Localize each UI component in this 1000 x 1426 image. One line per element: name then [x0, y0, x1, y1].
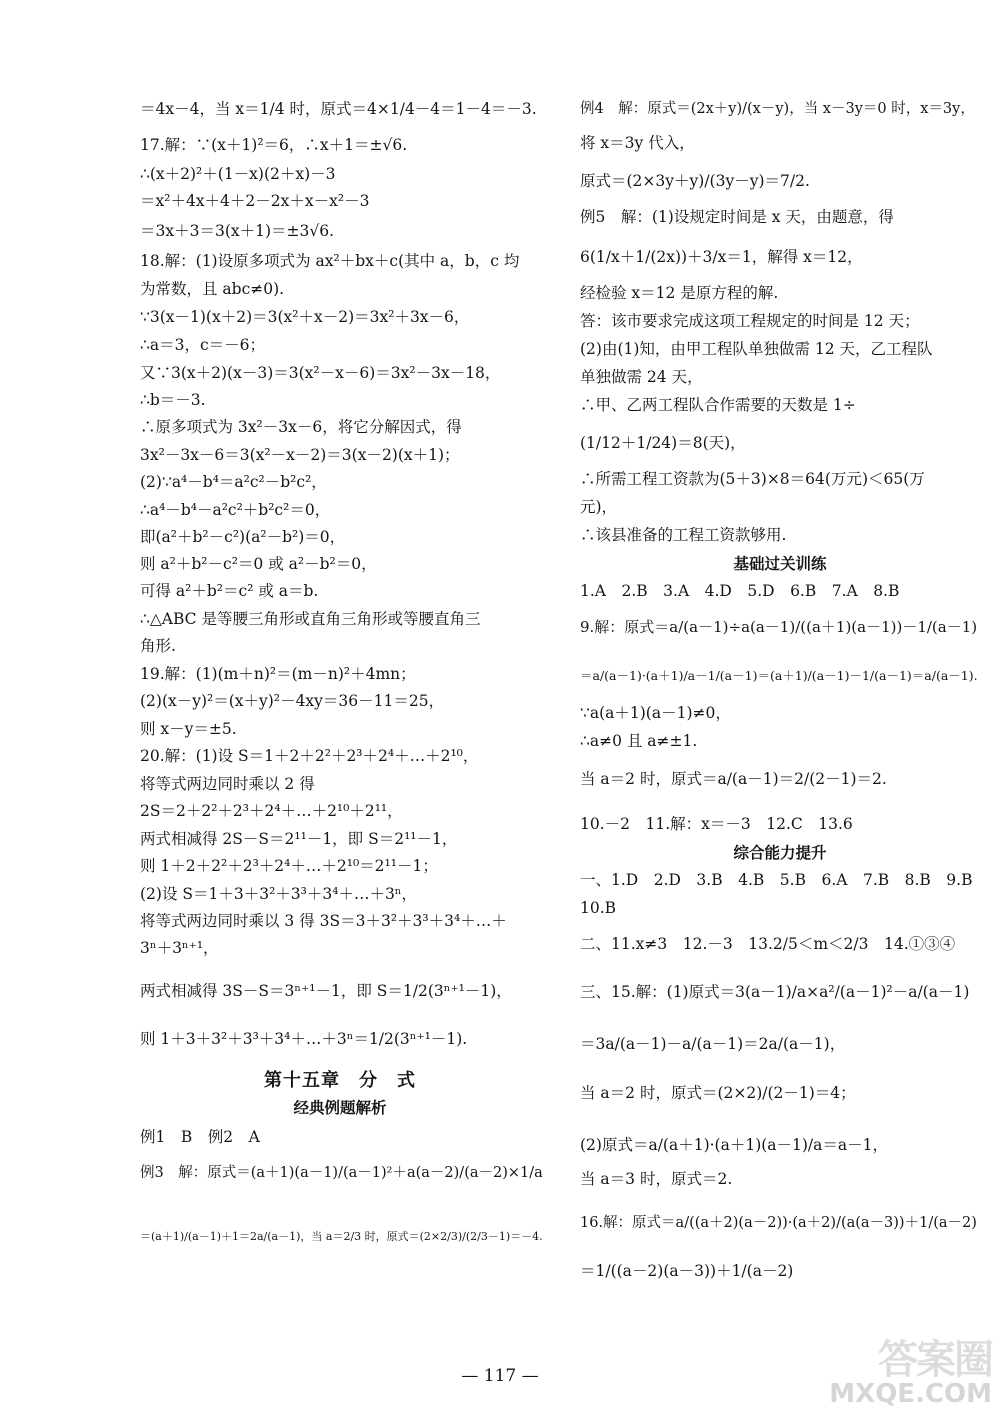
- text-line: 例4 解：原式＝(2x＋y)/(x－y)，当 x－3y＝0 时，x＝3y，: [580, 101, 975, 117]
- watermark-url: MXQE.COM: [829, 1379, 992, 1409]
- section-title: 经典例题解析: [293, 1098, 387, 1117]
- text-line: (1/12＋1/24)＝8(天)，: [580, 434, 746, 452]
- page-number: — 117 —: [461, 1366, 539, 1386]
- chapter-title: 第十五章 分 式: [264, 1070, 416, 1091]
- text-line: ＝3a/(a－1)－a/(a－1)＝2a/(a－1)，: [580, 1035, 846, 1053]
- text-line: ＝4x－4，当 x＝1/4 时，原式＝4×1/4－4＝1－4＝－3.: [140, 100, 537, 118]
- watermark-brand: 答案圈: [878, 1337, 992, 1383]
- text-line: (2)原式＝a/(a＋1)·(a＋1)(a－1)/a＝a－1，: [580, 1136, 889, 1154]
- text-line: 例5 解：(1)设规定时间是 x 天，由题意，得: [580, 208, 894, 226]
- text-line: 例1 B 例2 A: [140, 1128, 260, 1146]
- watermark-logo: [822, 1328, 992, 1420]
- text-line: ∵3(x－1)(x＋2)＝3(x²＋x－2)＝3x²＋3x－6，: [140, 308, 470, 326]
- text-line: 将等式两边同时乘以 2 得: [140, 775, 315, 793]
- text-line: ∴△ABC 是等腰三角形或直角三角形或等腰直角三: [140, 610, 481, 628]
- text-line: 2S＝2＋2²＋2³＋2⁴＋…＋2¹⁰＋2¹¹，: [140, 802, 403, 820]
- text-line: ∴该县准备的工程工资款够用.: [580, 526, 787, 544]
- text-line: 16.解：原式＝a/((a＋2)(a－2))·(a＋2)/(a(a－3))＋1/(a－2): [580, 1215, 977, 1231]
- text-line: 可得 a²＋b²＝c² 或 a＝b.: [140, 582, 319, 600]
- text-line: ∴a≠0 且 a≠±1.: [580, 732, 698, 750]
- text-line: 为常数，且 abc≠0).: [140, 280, 285, 298]
- text-line: 又∵3(x＋2)(x－3)＝3(x²－x－6)＝3x²－3x－18，: [140, 364, 501, 382]
- text-line: 单独做需 24 天，: [580, 368, 703, 386]
- answer-line: 10.B: [580, 899, 617, 917]
- text-line: 3x²－3x－6＝3(x²－x－2)＝3(x－2)(x＋1)；: [140, 446, 460, 464]
- answer-line: 1.A 2.B 3.A 4.D 5.D 6.B 7.A 8.B: [580, 582, 900, 600]
- text-line: ＝3x＋3＝3(x＋1)＝±3√6.: [140, 222, 335, 240]
- text-line: ∴原多项式为 3x²－3x－6，将它分解因式，得: [140, 418, 462, 436]
- answer-line: 二、11.x≠3 12.－3 13.2/5＜m＜2/3 14.①③④: [580, 935, 956, 953]
- text-line: ∵a(a＋1)(a－1)≠0，: [580, 704, 731, 722]
- text-line: 答：该市要求完成这项工程规定的时间是 12 天；: [580, 312, 920, 330]
- text-line: 两式相减得 3S－S＝3ⁿ⁺¹－1，即 S＝1/2(3ⁿ⁺¹－1)，: [140, 982, 512, 1000]
- text-line: (2)∵a⁴－b⁴＝a²c²－b²c²，: [140, 473, 327, 491]
- text-line: 则 a²＋b²－c²＝0 或 a²－b²＝0，: [140, 555, 377, 573]
- text-line: 三、15.解：(1)原式＝3(a－1)/a×a²/(a－1)²－a/(a－1): [580, 983, 970, 1001]
- text-line: (2)(x－y)²＝(x＋y)²－4xy＝36－11＝25，: [140, 692, 445, 710]
- text-line: 两式相减得 2S－S＝2¹¹－1，即 S＝2¹¹－1，: [140, 830, 458, 848]
- section-title: 综合能力提升: [733, 843, 827, 862]
- text-line: ＝(a＋1)/(a－1)＋1＝2a/(a－1)，当 a＝2/3 时，原式＝(2×2/3)/(2/3－1)＝－4.: [140, 1230, 543, 1243]
- answer-line: 一、1.D 2.D 3.B 4.B 5.B 6.A 7.B 8.B 9.B: [580, 871, 973, 889]
- text-line: ＝a/(a－1)·(a＋1)/a－1/(a－1)＝(a＋1)/(a－1)－1/(a－1)＝a/(a－1).: [580, 668, 978, 683]
- text-line: 当 a＝3 时，原式＝2.: [580, 1170, 733, 1188]
- section-title: 基础过关训练: [733, 554, 827, 573]
- text-line: 角形.: [140, 637, 176, 655]
- text-line: 6(1/x＋1/(2x))＋3/x＝1，解得 x＝12，: [580, 248, 863, 266]
- text-line: ∴甲、乙两工程队合作需要的天数是 1÷: [580, 396, 856, 414]
- text-line: 9.解：原式＝a/(a－1)÷a(a－1)/((a＋1)(a－1))－1/(a－1): [580, 618, 978, 636]
- text-line: 当 a＝2 时，原式＝a/(a－1)＝2/(2－1)＝2.: [580, 770, 887, 788]
- text-line: 则 x－y＝±5.: [140, 720, 237, 738]
- text-line: 元)，: [580, 498, 618, 516]
- text-line: 经检验 x＝12 是原方程的解.: [580, 284, 779, 302]
- text-line: 当 a＝2 时，原式＝(2×2)/(2－1)＝4；: [580, 1084, 856, 1102]
- text-line: 17.解：∵(x＋1)²＝6，∴x＋1＝±√6.: [140, 136, 408, 154]
- text-line: 将 x＝3y 代入，: [580, 134, 695, 152]
- text-line: ∴a＝3，c＝－6；: [140, 336, 266, 354]
- text-line: ＝1/((a－2)(a－3))＋1/(a－2): [580, 1262, 794, 1280]
- answer-line: 10.－2 11.解：x＝－3 12.C 13.6: [580, 815, 853, 833]
- text-line: 19.解：(1)(m＋n)²＝(m－n)²＋4mn；: [140, 665, 416, 683]
- text-line: ∴b＝－3.: [140, 391, 206, 409]
- text-line: 则 1＋3＋3²＋3³＋3⁴＋…＋3ⁿ＝1/2(3ⁿ⁺¹－1).: [140, 1030, 468, 1048]
- text-line: 3ⁿ＋3ⁿ⁺¹，: [140, 939, 219, 957]
- text-line: 20.解：(1)设 S＝1＋2＋2²＋2³＋2⁴＋…＋2¹⁰，: [140, 747, 479, 765]
- text-line: 则 1＋2＋2²＋2³＋2⁴＋…＋2¹⁰＝2¹¹－1；: [140, 857, 438, 875]
- text-line: 原式＝(2×3y＋y)/(3y－y)＝7/2.: [580, 172, 810, 190]
- text-line: ＝x²＋4x＋4＋2－2x＋x－x²－3: [140, 192, 370, 210]
- text-line: 18.解：(1)设原多项式为 ax²＋bx＋c(其中 a，b，c 均: [140, 252, 520, 270]
- text-line: 将等式两边同时乘以 3 得 3S＝3＋3²＋3³＋3⁴＋…＋: [140, 912, 507, 930]
- text-line: 即(a²＋b²－c²)(a²－b²)＝0，: [140, 528, 346, 546]
- text-line: (2)由(1)知，由甲工程队单独做需 12 天，乙工程队: [580, 340, 933, 358]
- text-line: ∴a⁴－b⁴－a²c²＋b²c²＝0，: [140, 501, 331, 519]
- text-line: (2)设 S＝1＋3＋3²＋3³＋3⁴＋…＋3ⁿ，: [140, 885, 418, 903]
- text-line: ∴所需工程工资款为(5＋3)×8＝64(万元)＜65(万: [580, 470, 925, 488]
- text-line: 例3 解：原式＝(a＋1)(a－1)/(a－1)²＋a(a－2)/(a－2)×1/a: [140, 1165, 543, 1181]
- text-line: ∴(x＋2)²＋(1－x)(2＋x)－3: [140, 165, 336, 183]
